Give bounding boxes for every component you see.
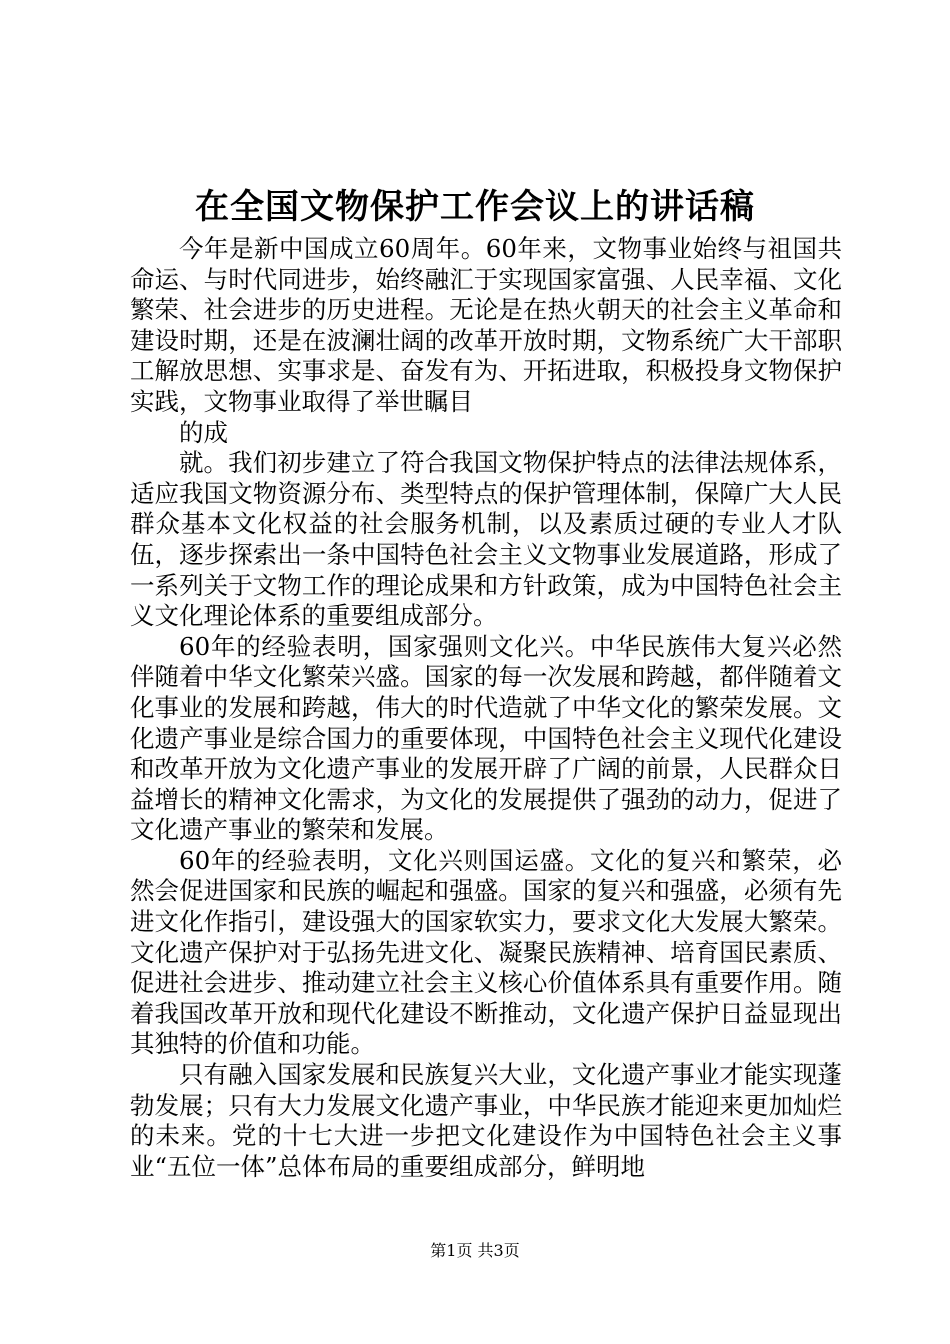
paragraph: 只有融入国家发展和民族复兴大业，文化遗产事业才能实现蓬勃发展；只有大力发展文化遗产事业，中华民族才能迎来更加灿烂的未来。党的十七大进一步把文化建设作为中国特色社会主义事业“五位一体”总体布局的重要组成部分，鲜明地 <box>130 1060 842 1181</box>
page-footer: 第1页 共3页 <box>430 1241 520 1260</box>
paragraph: 就。我们初步建立了符合我国文物保护特点的法律法规体系，适应我国文物资源分布、类型特点的保护管理体制，保障广大人民群众基本文化权益的社会服务机制，以及素质过硬的专业人才队伍，逐步探索出一条中国特色社会主义文物事业发展道路，形成了一系列关于文物工作的理论成果和方针政策，成为中国特色社会主义文化理论体系的重要组成部分。 <box>130 448 842 631</box>
paragraph: 今年是新中国成立60周年。60年来，文物事业始终与祖国共命运、与时代同进步，始终融汇于实现国家富强、人民幸福、文化繁荣、社会进步的历史进程。无论是在热火朝天的社会主义革命和建设时期，还是在波澜壮阔的改革开放时期，文物系统广大干部职工解放思想、实事求是、奋发有为、开拓进取，积极投身文物保护实践，文物事业取得了举世瞩目 <box>130 234 842 416</box>
paragraph: 60年的经验表明，文化兴则国运盛。文化的复兴和繁荣，必然会促进国家和民族的崛起和强盛。国家的复兴和强盛，必须有先进文化作指引，建设强大的国家软实力，要求文化大发展大繁荣。文化遗产保护对于弘扬先进文化、凝聚民族精神、培育国民素质、促进社会进步、推动建立社会主义核心价值体系具有重要作用。随着我国改革开放和现代化建设不断推动，文化遗产保护日益显现出其独特的价值和功能。 <box>130 845 842 1059</box>
document-title: 在全国文物保护工作会议上的讲话稿 <box>195 187 755 227</box>
document-body <box>130 234 842 1182</box>
paragraph: 的成 <box>179 417 228 447</box>
paragraph: 60年的经验表明，国家强则文化兴。中华民族伟大复兴必然伴随着中华文化繁荣兴盛。国家的每一次发展和跨越，都伴随着文化事业的发展和跨越，伟大的时代造就了中华文化的繁荣发展。文化遗产事业是综合国力的重要体现，中国特色社会主义现代化建设和改革开放为文化遗产事业的发展开辟了广阔的前景，人民群众日益增长的精神文化需求，为文化的发展提供了强劲的动力，促进了文化遗产事业的繁荣和发展。 <box>130 631 842 845</box>
